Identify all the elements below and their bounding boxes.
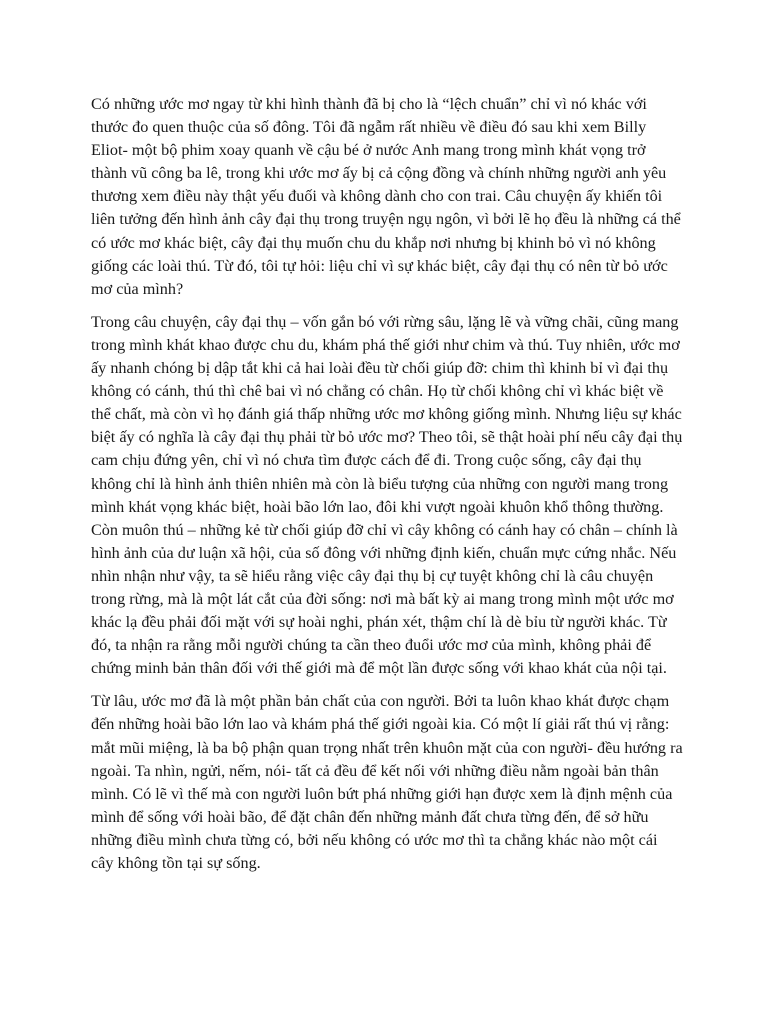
- paragraph-2: Trong câu chuyện, cây đại thụ – vốn gắn bó với rừng sâu, lặng lẽ và vững chãi, cũng mang trong mình khát khao được chu du, khám phá thế giới như chim và thú. Tuy nhiên, ước mơ ấy nhanh chóng bị dập tắt khi cả hai loài đều từ chối giúp đỡ: chim thì khinh bỉ vì đại thụ không có cánh, thú thì chê bai vì nó chẳng có chân. Họ từ chối không chỉ vì khác biệt về thể chất, mà còn vì họ đánh giá thấp những ước mơ không giống mình. Nhưng liệu sự khác biệt ấy có nghĩa là cây đại thụ phải từ bỏ ước mơ? Theo tôi, sẽ thật hoài phí nếu cây đại thụ cam chịu đứng yên, chỉ vì nó chưa tìm được cách để đi. Trong cuộc sống, cây đại thụ không chỉ là hình ảnh thiên nhiên mà còn là biểu tượng của những con người mang trong mình khát vọng khác biệt, hoài bão lớn lao, đôi khi vượt ngoài khuôn khổ thông thường. Còn muôn thú – những kẻ từ chối giúp đỡ chỉ vì cây không có cánh hay có chân – chính là hình ảnh của dư luận xã hội, của số đông với những định kiến, chuẩn mực cứng nhắc. Nếu nhìn nhận như vậy, ta sẽ hiểu rằng việc cây đại thụ bị cự tuyệt không chỉ là câu chuyện trong rừng, mà là một lát cắt của đời sống: nơi mà bất kỳ ai mang trong mình một ước mơ khác lạ đều phải đối mặt với sự hoài nghi, phán xét, thậm chí là dè bỉu từ người khác. Từ đó, ta nhận ra rằng mỗi người chúng ta cần theo đuổi ước mơ của mình, không phải để chứng minh bản thân đối với thế giới mà để một lần được sống với khao khát của nội tại.: [91, 312, 683, 678]
- paragraph-1: Có những ước mơ ngay từ khi hình thành đã bị cho là “lệch chuẩn” chỉ vì nó khác với thước đo quen thuộc của số đông. Tôi đã ngẫm rất nhiều về điều đó sau khi xem Billy Eliot- một bộ phim xoay quanh về cậu bé ở nước Anh mang trong mình khát vọng trở thành vũ công ba lê, trong khi ước mơ ấy bị cả cộng đồng và chính những người anh yêu thương xem điều này thật yếu đuối và không dành cho con trai. Câu chuyện ấy khiến tôi liên tưởng đến hình ảnh cây đại thụ trong truyện ngụ ngôn, vì bởi lẽ họ đều là những cá thể có ước mơ khác biệt, cây đại thụ muốn chu du khắp nơi nhưng bị khinh bỏ vì nó không giống các loài thú. Từ đó, tôi tự hỏi: liệu chỉ vì sự khác biệt, cây đại thụ có nên từ bỏ ước mơ của mình?: [91, 95, 681, 298]
- document-body: [91, 93, 683, 885]
- paragraph-3: Từ lâu, ước mơ đã là một phần bản chất của con người. Bởi ta luôn khao khát được chạm đến những hoài bão lớn lao và khám phá thế giới ngoài kia. Có một lí giải rất thú vị rằng: mắt mũi miệng, là ba bộ phận quan trọng nhất trên khuôn mặt của con người- đều hướng ra ngoài. Ta nhìn, ngửi, nếm, nói- tất cả đều để kết nối với những điều nằm ngoài bản thân mình. Có lẽ vì thế mà con người luôn bứt phá những giới hạn được xem là định mệnh của mình để sống với hoài bão, để đặt chân đến những mảnh đất chưa từng đến, để sở hữu những điều mình chưa từng có, bởi nếu không có ước mơ thì ta chẳng khác nào một cái cây không tồn tại sự sống.: [91, 692, 683, 872]
